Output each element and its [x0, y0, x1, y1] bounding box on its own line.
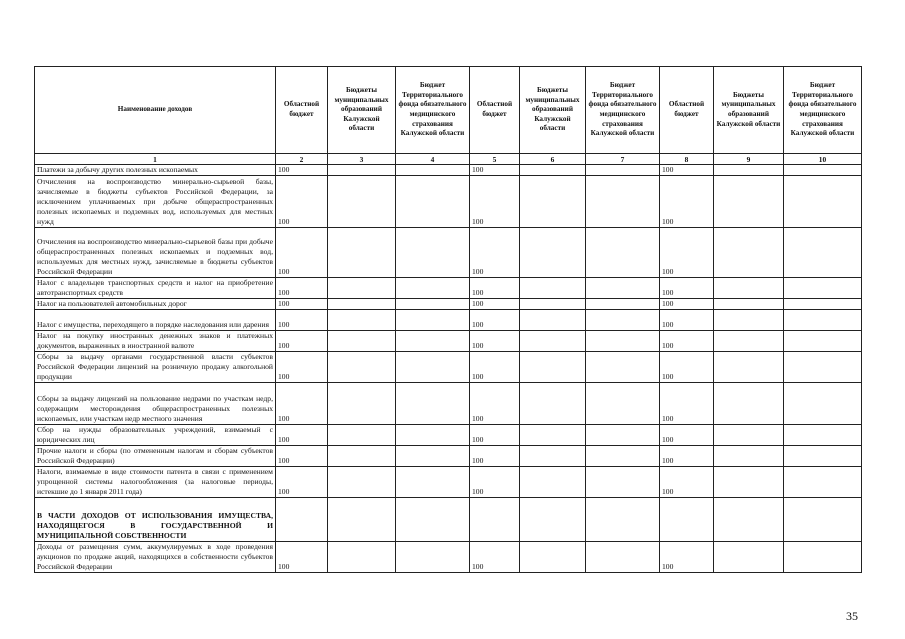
percent-cell: 100 — [276, 352, 328, 383]
percent-cell — [784, 542, 862, 573]
percent-cell: 100 — [660, 331, 714, 352]
percent-cell — [586, 310, 660, 331]
percent-cell: 100 — [276, 278, 328, 299]
percent-cell — [714, 467, 784, 498]
revenue-name: Налог с владельцев транспортных средств и налог на приобретение автотранспортных средств — [35, 278, 276, 299]
percent-cell — [784, 498, 862, 542]
percent-cell: 100 — [276, 467, 328, 498]
percent-cell: 100 — [276, 331, 328, 352]
percent-cell: 100 — [470, 176, 520, 228]
percent-cell — [714, 176, 784, 228]
revenue-name: Сборы за выдачу лицензий на пользование недрами по участкам недр, содержащим месторождения общераспространенных полезных ископаемых, или участкам недр местного значения — [35, 383, 276, 425]
table-row — [35, 278, 862, 299]
percent-cell — [586, 165, 660, 176]
percent-cell — [396, 331, 470, 352]
header-cell: Бюджет Территориального фонда обязательного медицинского страхования Калужской области — [586, 67, 660, 154]
column-number: 10 — [784, 154, 862, 165]
percent-cell: 100 — [470, 278, 520, 299]
percent-cell — [586, 446, 660, 467]
table-row — [35, 425, 862, 446]
percent-cell — [784, 352, 862, 383]
revenue-name: Сборы за выдачу органами государственной власти субъектов Российской Федерации лицензий на розничную продажу алкогольной продукции — [35, 352, 276, 383]
table-row — [35, 299, 862, 310]
percent-cell — [586, 176, 660, 228]
percent-cell — [714, 352, 784, 383]
percent-cell — [520, 299, 586, 310]
percent-cell: 100 — [276, 446, 328, 467]
percent-cell — [520, 165, 586, 176]
percent-cell — [714, 542, 784, 573]
percent-cell: 100 — [470, 310, 520, 331]
percent-cell: 100 — [470, 228, 520, 278]
percent-cell — [396, 446, 470, 467]
percent-cell: 100 — [276, 165, 328, 176]
percent-cell — [714, 310, 784, 331]
percent-cell: 100 — [470, 425, 520, 446]
percent-cell — [328, 310, 396, 331]
percent-cell — [586, 467, 660, 498]
percent-cell — [520, 228, 586, 278]
column-number: 1 — [35, 154, 276, 165]
percent-cell — [328, 299, 396, 310]
percent-cell: 100 — [660, 299, 714, 310]
percent-cell — [586, 228, 660, 278]
percent-cell: 100 — [660, 425, 714, 446]
percent-cell — [328, 467, 396, 498]
header-cell: Бюджеты муниципальных образований Калужской области — [520, 67, 586, 154]
percent-cell — [328, 498, 396, 542]
revenue-name: Доходы от размещения сумм, аккумулируемых в ходе проведения аукционов по продаже акций, находящихся в собственности субъектов Российской Федерации — [35, 542, 276, 573]
percent-cell — [714, 228, 784, 278]
percent-cell — [784, 425, 862, 446]
column-number: 5 — [470, 154, 520, 165]
percent-cell — [714, 299, 784, 310]
percent-cell — [520, 446, 586, 467]
percent-cell: 100 — [276, 310, 328, 331]
percent-cell — [328, 176, 396, 228]
percent-cell — [586, 278, 660, 299]
percent-cell: 100 — [660, 228, 714, 278]
percent-cell — [714, 331, 784, 352]
table-row — [35, 446, 862, 467]
header-row — [35, 67, 862, 154]
percent-cell — [396, 383, 470, 425]
revenue-distribution-table — [34, 66, 862, 573]
percent-cell — [784, 278, 862, 299]
percent-cell — [328, 331, 396, 352]
percent-cell — [396, 425, 470, 446]
percent-cell — [520, 176, 586, 228]
percent-cell — [328, 383, 396, 425]
percent-cell — [396, 165, 470, 176]
column-number: 7 — [586, 154, 660, 165]
percent-cell — [586, 352, 660, 383]
percent-cell — [396, 542, 470, 573]
percent-cell — [714, 446, 784, 467]
percent-cell: 100 — [470, 467, 520, 498]
percent-cell — [396, 176, 470, 228]
revenue-name: Платежи за добычу других полезных ископаемых — [35, 165, 276, 176]
percent-cell — [784, 299, 862, 310]
percent-cell — [396, 310, 470, 331]
percent-cell: 100 — [276, 228, 328, 278]
percent-cell: 100 — [660, 165, 714, 176]
percent-cell — [714, 383, 784, 425]
percent-cell: 100 — [660, 176, 714, 228]
percent-cell — [586, 498, 660, 542]
percent-cell — [396, 498, 470, 542]
percent-cell — [784, 331, 862, 352]
percent-cell — [714, 425, 784, 446]
percent-cell: 100 — [470, 383, 520, 425]
section-row — [35, 498, 862, 542]
header-cell: Бюджеты муниципальных образований Калужской области — [714, 67, 784, 154]
percent-cell — [520, 278, 586, 299]
percent-cell — [520, 467, 586, 498]
column-number: 4 — [396, 154, 470, 165]
percent-cell — [396, 467, 470, 498]
percent-cell — [784, 383, 862, 425]
revenue-name: Прочие налоги и сборы (по отмененным налогам и сборам субъектов Российской Федерации) — [35, 446, 276, 467]
percent-cell — [520, 310, 586, 331]
percent-cell: 100 — [660, 467, 714, 498]
table-row — [35, 331, 862, 352]
table-row — [35, 467, 862, 498]
table-row — [35, 228, 862, 278]
percent-cell — [520, 352, 586, 383]
revenue-name: Отчисления на воспроизводство минерально-сырьевой базы, зачисляемые в бюджеты субъектов Российской Федерации, за исключением уплачиваемых при добыче общераспространенных полезных ископаемых и подземных вод, используемых для местных нужд — [35, 176, 276, 228]
revenue-name: Налоги, взимаемые в виде стоимости патента в связи с применением упрощенной системы налогообложения (за налоговые периоды, истекшие до 1 января 2011 года) — [35, 467, 276, 498]
header-cell: Бюджеты муниципальных образований Калужской области — [328, 67, 396, 154]
percent-cell — [470, 498, 520, 542]
percent-cell: 100 — [276, 542, 328, 573]
page-number: 35 — [846, 609, 858, 623]
percent-cell — [328, 165, 396, 176]
percent-cell — [586, 383, 660, 425]
column-number: 8 — [660, 154, 714, 165]
percent-cell — [714, 278, 784, 299]
column-number: 6 — [520, 154, 586, 165]
revenue-name: Сбор на нужды образовательных учреждений, взимаемый с юридических лиц — [35, 425, 276, 446]
header-cell: Наименование доходов — [35, 67, 276, 154]
table-row — [35, 165, 862, 176]
column-number: 9 — [714, 154, 784, 165]
percent-cell: 100 — [660, 542, 714, 573]
percent-cell — [784, 176, 862, 228]
percent-cell: 100 — [276, 176, 328, 228]
header-cell: Бюджет Территориального фонда обязательного медицинского страхования Калужской области — [396, 67, 470, 154]
percent-cell — [396, 299, 470, 310]
table-row — [35, 310, 862, 331]
percent-cell — [586, 425, 660, 446]
percent-cell: 100 — [660, 446, 714, 467]
percent-cell: 100 — [660, 310, 714, 331]
percent-cell — [784, 446, 862, 467]
header-cell: Областной бюджет — [660, 67, 714, 154]
table-row — [35, 383, 862, 425]
percent-cell: 100 — [660, 352, 714, 383]
header-cell: Бюджет Территориального фонда обязательного медицинского страхования Калужской области — [784, 67, 862, 154]
percent-cell — [396, 278, 470, 299]
percent-cell — [396, 228, 470, 278]
percent-cell — [520, 331, 586, 352]
column-number: 3 — [328, 154, 396, 165]
percent-cell — [520, 498, 586, 542]
percent-cell — [660, 498, 714, 542]
percent-cell — [784, 165, 862, 176]
percent-cell: 100 — [660, 383, 714, 425]
percent-cell — [784, 310, 862, 331]
percent-cell — [276, 498, 328, 542]
percent-cell: 100 — [470, 542, 520, 573]
percent-cell — [328, 228, 396, 278]
revenue-name: Налог с имущества, переходящего в порядке наследования или дарения — [35, 310, 276, 331]
percent-cell — [396, 352, 470, 383]
percent-cell — [586, 331, 660, 352]
percent-cell — [714, 165, 784, 176]
header-cell: Областной бюджет — [470, 67, 520, 154]
revenue-name: Отчисления на воспроизводство минерально-сырьевой базы при добыче общераспространенных полезных ископаемых и подземных вод, используемых для местных нужд, зачисляемые в бюджеты субъектов Российской Федерации — [35, 228, 276, 278]
percent-cell — [714, 498, 784, 542]
percent-cell — [328, 542, 396, 573]
percent-cell — [586, 542, 660, 573]
revenue-name: Налог на покупку иностранных денежных знаков и платежных документов, выраженных в иностранной валюте — [35, 331, 276, 352]
percent-cell: 100 — [470, 352, 520, 383]
column-number: 2 — [276, 154, 328, 165]
percent-cell — [328, 352, 396, 383]
percent-cell: 100 — [470, 299, 520, 310]
percent-cell: 100 — [276, 299, 328, 310]
percent-cell — [520, 383, 586, 425]
percent-cell: 100 — [660, 278, 714, 299]
revenue-name: В ЧАСТИ ДОХОДОВ ОТ ИСПОЛЬЗОВАНИЯ ИМУЩЕСТВА, НАХОДЯЩЕГОСЯ В ГОСУДАРСТВЕННОЙ И МУНИЦИПАЛЬНОЙ СОБСТВЕННОСТИ — [35, 498, 276, 542]
percent-cell — [784, 467, 862, 498]
percent-cell — [520, 542, 586, 573]
percent-cell — [520, 425, 586, 446]
percent-cell — [328, 446, 396, 467]
percent-cell: 100 — [470, 446, 520, 467]
table-row — [35, 542, 862, 573]
percent-cell — [328, 278, 396, 299]
percent-cell — [784, 228, 862, 278]
column-number-row — [35, 154, 862, 165]
percent-cell — [328, 425, 396, 446]
revenue-name: Налог на пользователей автомобильных дорог — [35, 299, 276, 310]
percent-cell: 100 — [276, 383, 328, 425]
header-cell: Областной бюджет — [276, 67, 328, 154]
table-row — [35, 176, 862, 228]
table-row — [35, 352, 862, 383]
table-body — [35, 165, 862, 573]
percent-cell: 100 — [470, 331, 520, 352]
percent-cell: 100 — [470, 165, 520, 176]
percent-cell — [586, 299, 660, 310]
percent-cell: 100 — [276, 425, 328, 446]
